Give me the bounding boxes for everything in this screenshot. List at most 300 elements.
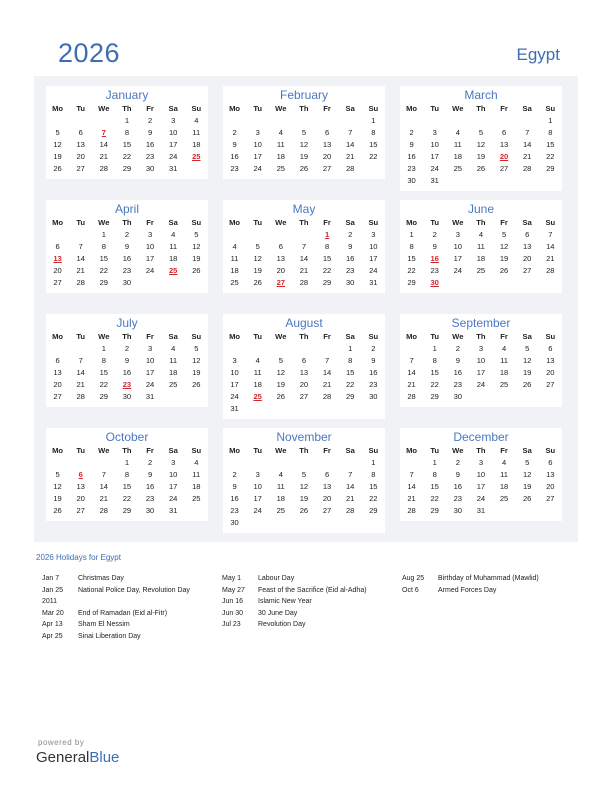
week-row — [46, 469, 208, 481]
day-cell: 7 — [525, 128, 530, 137]
week-row — [46, 127, 208, 139]
day-cell: 25 — [276, 506, 286, 515]
week-row — [400, 469, 562, 481]
day-cell: 10 — [476, 356, 486, 365]
day-cell: 31 — [145, 392, 155, 401]
day-cell: 28 — [546, 266, 555, 275]
day-cell: 5 — [525, 458, 530, 467]
week-row — [46, 139, 208, 151]
day-cell: 5 — [478, 128, 484, 137]
day-cell: 10 — [369, 242, 378, 251]
day-cell: 15 — [546, 140, 555, 149]
day-cell: 21 — [76, 266, 85, 275]
day-cell: 18 — [253, 380, 262, 389]
month-title: August — [285, 316, 323, 330]
day-cell: 22 — [546, 152, 555, 161]
day-cell: 30 — [230, 518, 239, 527]
day-cell: 22 — [99, 266, 109, 275]
month-may — [223, 200, 385, 293]
day-cell: 26 — [192, 380, 201, 389]
day-cell: 24 — [168, 494, 178, 503]
day-cell: 13 — [322, 482, 332, 491]
day-cell: 13 — [546, 470, 555, 479]
week-row — [223, 241, 385, 253]
day-cell: 1 — [101, 344, 106, 353]
empty-cell — [223, 343, 246, 355]
day-cell: 17 — [145, 254, 155, 263]
day-cell: 2 — [455, 458, 460, 467]
day-cell: 11 — [230, 254, 239, 263]
day-cell: 2 — [124, 230, 130, 239]
week-row — [46, 253, 208, 265]
day-cell: 26 — [299, 506, 309, 515]
day-cell: 6 — [301, 356, 307, 365]
weekday-label: Th — [299, 332, 309, 341]
day-cell: 12 — [499, 242, 509, 251]
empty-cell — [162, 277, 185, 289]
day-cell: 22 — [369, 494, 378, 503]
day-cell: 23 — [230, 506, 239, 515]
empty-cell — [69, 115, 92, 127]
week-row — [223, 505, 385, 517]
week-row — [400, 151, 562, 163]
day-cell: 30 — [407, 176, 416, 185]
empty-cell — [92, 115, 115, 127]
weekday-label: Sa — [345, 104, 355, 113]
day-cell: 17 — [168, 140, 178, 149]
empty-cell — [339, 457, 362, 469]
week-row — [400, 139, 562, 151]
holiday-item — [42, 596, 190, 608]
weekday-label: Sa — [522, 446, 532, 455]
day-cell: 19 — [276, 380, 286, 389]
day-cell: 27 — [322, 506, 332, 515]
day-cell: 7 — [348, 128, 353, 137]
day-cell: 14 — [299, 254, 309, 263]
holiday-item — [222, 585, 367, 597]
country-title: Egypt — [516, 45, 560, 64]
day-cell: 31 — [476, 506, 486, 515]
weekday-label: Fr — [146, 332, 154, 341]
week-row — [46, 115, 208, 127]
weekday-label: Sa — [522, 332, 532, 341]
day-cell: 19 — [53, 152, 62, 161]
week-row — [400, 163, 562, 175]
day-cell: 5 — [255, 242, 260, 251]
day-cell: 4 — [501, 344, 507, 353]
weekday-label: Fr — [500, 446, 508, 455]
weekday-label: Fr — [146, 446, 154, 455]
day-cell: 16 — [122, 368, 132, 377]
weekday-label: Th — [476, 446, 486, 455]
day-cell: 15 — [407, 254, 416, 263]
day-cell: 10 — [253, 140, 262, 149]
day-cell: 10 — [145, 356, 155, 365]
weekday-label: Mo — [229, 218, 241, 227]
weekday-label: Su — [545, 332, 556, 341]
holiday-date: Mar 20 — [42, 609, 64, 617]
day-cell: 23 — [345, 266, 355, 275]
weekday-label: Mo — [229, 332, 241, 341]
day-cell: 18 — [476, 254, 486, 263]
week-row — [223, 355, 385, 367]
day-cell: 26 — [192, 266, 201, 275]
empty-cell — [423, 115, 446, 127]
holiday-name: Birthday of Muhammad (Mawlid) — [438, 575, 539, 582]
day-cell: 23 — [122, 266, 132, 275]
day-cell: 24 — [145, 380, 155, 389]
month-january — [46, 86, 208, 179]
day-cell: 8 — [409, 242, 414, 251]
holiday-item — [42, 573, 190, 585]
empty-cell — [539, 277, 562, 289]
day-cell: 12 — [53, 140, 62, 149]
day-cell: 22 — [322, 266, 332, 275]
day-cell: 29 — [99, 392, 109, 401]
day-cell: 31 — [230, 404, 239, 413]
week-row — [400, 253, 562, 265]
day-cell: 12 — [522, 470, 532, 479]
empty-cell — [516, 505, 539, 517]
week-row — [400, 379, 562, 391]
day-cell: 22 — [430, 380, 439, 389]
holiday-name: Labour Day — [258, 575, 295, 582]
day-cell: 15 — [99, 254, 109, 263]
holiday-name: National Police Day, Revolution Day — [78, 586, 190, 594]
day-cell: 24 — [476, 494, 486, 503]
empty-cell — [292, 403, 315, 415]
holiday-name: Revolution Day — [258, 621, 306, 628]
day-cell: 17 — [476, 368, 486, 377]
day-cell: 18 — [276, 494, 286, 503]
weekday-label: Mo — [229, 104, 241, 113]
day-cell: 26 — [253, 278, 262, 287]
day-cell: 11 — [276, 482, 285, 491]
day-cell: 13 — [546, 356, 555, 365]
holiday-name: Christmas Day — [78, 575, 124, 582]
day-cell: 17 — [453, 254, 463, 263]
day-cell: 22 — [99, 380, 109, 389]
day-cell: 20 — [76, 152, 85, 161]
day-cell: 11 — [192, 128, 201, 137]
day-cell: 23 — [453, 380, 463, 389]
week-row — [46, 493, 208, 505]
day-cell: 28 — [407, 392, 416, 401]
holiday-name: Islamic New Year — [258, 598, 312, 605]
week-row — [400, 115, 562, 127]
day-cell: 17 — [476, 482, 486, 491]
powered-by-text: powered by — [38, 738, 85, 747]
day-cell: 23 — [145, 152, 155, 161]
day-cell: 20 — [322, 494, 332, 503]
day-cell: 3 — [478, 458, 484, 467]
day-cell: 14 — [99, 482, 109, 491]
empty-cell — [446, 115, 469, 127]
day-cell: 29 — [322, 278, 332, 287]
weekday-label: Sa — [168, 446, 178, 455]
day-cell: 21 — [99, 152, 109, 161]
day-cell: 20 — [546, 368, 555, 377]
day-cell: 11 — [192, 470, 201, 479]
day-cell: 19 — [53, 494, 62, 503]
day-cell: 23 — [453, 494, 463, 503]
empty-cell — [246, 403, 269, 415]
day-cell: 19 — [522, 368, 532, 377]
weekday-label: Su — [368, 332, 379, 341]
day-cell: 2 — [432, 230, 437, 239]
day-cell: 15 — [322, 254, 332, 263]
empty-cell — [46, 115, 69, 127]
day-cell: 8 — [371, 128, 376, 137]
day-cell: 27 — [546, 380, 555, 389]
day-cell: 5 — [301, 470, 307, 479]
day-cell: 14 — [76, 254, 85, 263]
holiday-item — [42, 585, 190, 597]
empty-cell — [185, 505, 208, 517]
day-cell: 24 — [145, 266, 155, 275]
day-cell: 2 — [232, 470, 237, 479]
day-cell: 25 — [499, 380, 509, 389]
day-cell: 15 — [430, 482, 439, 491]
day-cell: 23 — [145, 494, 155, 503]
week-row — [223, 265, 385, 277]
day-cell: 9 — [371, 356, 376, 365]
day-cell: 1 — [548, 116, 553, 125]
day-cell: 27 — [53, 392, 62, 401]
day-cell: 1 — [348, 344, 353, 353]
month-title: April — [114, 202, 139, 216]
holiday-day-cell: 30 — [430, 278, 439, 287]
empty-cell — [316, 517, 339, 529]
day-cell: 12 — [192, 242, 201, 251]
day-cell: 27 — [76, 164, 85, 173]
day-cell: 25 — [499, 494, 509, 503]
day-cell: 4 — [278, 470, 283, 479]
weekday-header — [223, 103, 385, 115]
weekday-label: Th — [476, 218, 486, 227]
day-cell: 5 — [301, 128, 307, 137]
weekday-label: Sa — [522, 218, 532, 227]
day-cell: 15 — [122, 140, 132, 149]
day-cell: 19 — [522, 482, 532, 491]
day-cell: 30 — [453, 506, 463, 515]
holiday-date: Jan 7 — [42, 575, 60, 582]
holiday-date: Apr 25 — [42, 632, 63, 640]
day-cell: 17 — [369, 254, 378, 263]
weekday-header — [223, 331, 385, 343]
day-cell: 19 — [299, 494, 309, 503]
empty-cell — [185, 163, 208, 175]
day-cell: 12 — [192, 356, 201, 365]
weekday-header — [46, 103, 208, 115]
day-cell: 1 — [124, 458, 130, 467]
week-row — [46, 481, 208, 493]
day-cell: 2 — [232, 128, 237, 137]
day-cell: 5 — [55, 470, 60, 479]
empty-cell — [269, 115, 292, 127]
day-cell: 21 — [522, 152, 532, 161]
weekday-header — [223, 445, 385, 457]
week-row — [223, 343, 385, 355]
weekday-label: We — [275, 104, 287, 113]
empty-cell — [46, 229, 69, 241]
month-november — [223, 428, 385, 533]
day-cell: 16 — [145, 482, 155, 491]
day-cell: 9 — [232, 482, 237, 491]
day-cell: 18 — [192, 482, 201, 491]
day-cell: 21 — [99, 494, 109, 503]
day-cell: 9 — [232, 140, 237, 149]
holiday-item — [402, 573, 539, 585]
day-cell: 8 — [432, 356, 437, 365]
day-cell: 16 — [407, 152, 416, 161]
day-cell: 10 — [453, 242, 463, 251]
week-row — [46, 505, 208, 517]
day-cell: 14 — [99, 140, 109, 149]
day-cell: 22 — [122, 494, 132, 503]
day-cell: 12 — [53, 482, 62, 491]
day-cell: 24 — [453, 266, 463, 275]
day-cell: 21 — [407, 380, 416, 389]
day-cell: 23 — [430, 266, 439, 275]
holiday-day-cell: 25 — [168, 266, 178, 275]
empty-cell — [539, 391, 562, 403]
day-cell: 4 — [171, 344, 176, 353]
day-cell: 31 — [430, 176, 439, 185]
week-row — [223, 253, 385, 265]
day-cell: 18 — [168, 368, 178, 377]
day-cell: 2 — [124, 344, 130, 353]
day-cell: 6 — [278, 242, 283, 251]
holiday-date: Jul 23 — [222, 621, 241, 628]
weekday-label: Fr — [323, 446, 331, 455]
month-title: March — [464, 88, 498, 102]
holidays-heading: 2026 Holidays for Egypt — [36, 553, 121, 562]
day-cell: 4 — [278, 128, 283, 137]
day-cell: 1 — [101, 230, 106, 239]
day-cell: 16 — [453, 368, 463, 377]
week-row — [400, 241, 562, 253]
weekday-label: Fr — [500, 332, 508, 341]
weekday-label: Sa — [345, 218, 355, 227]
day-cell: 16 — [453, 482, 463, 491]
empty-cell — [269, 457, 292, 469]
week-row — [400, 277, 562, 289]
week-row — [223, 367, 385, 379]
day-cell: 6 — [55, 242, 60, 251]
day-cell: 24 — [230, 392, 239, 401]
day-cell: 4 — [194, 458, 199, 467]
weekday-label: Fr — [500, 218, 508, 227]
empty-cell — [469, 175, 492, 187]
weekday-header — [223, 217, 385, 229]
weekday-label: Mo — [52, 218, 64, 227]
empty-cell — [516, 175, 539, 187]
weekday-label: Mo — [229, 446, 241, 455]
week-row — [223, 379, 385, 391]
holiday-day-cell: 7 — [101, 128, 106, 137]
holiday-item — [42, 619, 190, 631]
day-cell: 9 — [455, 356, 460, 365]
empty-cell — [493, 115, 516, 127]
day-cell: 3 — [255, 128, 260, 137]
empty-cell — [493, 175, 516, 187]
day-cell: 20 — [299, 380, 309, 389]
empty-cell — [339, 403, 362, 415]
empty-cell — [223, 457, 246, 469]
day-cell: 1 — [409, 230, 414, 239]
weekday-label: Th — [299, 218, 309, 227]
week-row — [46, 151, 208, 163]
empty-cell — [400, 457, 423, 469]
day-cell: 6 — [78, 128, 83, 137]
holiday-item — [402, 585, 539, 597]
day-cell: 6 — [324, 128, 330, 137]
week-row — [223, 403, 385, 415]
empty-cell — [493, 505, 516, 517]
day-cell: 19 — [499, 254, 509, 263]
day-cell: 4 — [232, 242, 237, 251]
holiday-date: Jan 25 — [42, 586, 64, 594]
day-cell: 7 — [78, 356, 83, 365]
day-cell: 7 — [348, 470, 353, 479]
day-cell: 11 — [276, 140, 285, 149]
weekday-label: Su — [191, 104, 202, 113]
day-cell: 17 — [168, 482, 178, 491]
day-cell: 24 — [253, 164, 262, 173]
weekday-label: Fr — [323, 104, 331, 113]
empty-cell — [69, 229, 92, 241]
empty-cell — [139, 277, 162, 289]
day-cell: 16 — [145, 140, 155, 149]
day-cell: 7 — [548, 230, 553, 239]
day-cell: 16 — [345, 254, 355, 263]
day-cell: 3 — [432, 128, 437, 137]
holiday-day-cell: 25 — [192, 152, 201, 161]
holiday-date: Jun 30 — [222, 609, 244, 617]
day-cell: 18 — [499, 482, 509, 491]
week-row — [400, 367, 562, 379]
weekday-label: Sa — [168, 218, 178, 227]
day-cell: 1 — [432, 458, 437, 467]
day-cell: 4 — [194, 116, 199, 125]
day-cell: 24 — [253, 506, 262, 515]
day-cell: 14 — [345, 140, 355, 149]
day-cell: 3 — [171, 458, 176, 467]
day-cell: 10 — [168, 470, 178, 479]
holiday-date: May 1 — [222, 575, 242, 582]
empty-cell — [46, 343, 69, 355]
day-cell: 9 — [432, 242, 437, 251]
day-cell: 13 — [499, 140, 509, 149]
day-cell: 8 — [124, 470, 130, 479]
day-cell: 27 — [299, 392, 309, 401]
weekday-label: Tu — [76, 104, 86, 113]
holiday-date: Jun 16 — [222, 598, 244, 605]
holiday-name: Sinai Liberation Day — [78, 632, 141, 640]
day-cell: 8 — [348, 356, 353, 365]
day-cell: 21 — [299, 266, 309, 275]
weekday-label: Tu — [253, 218, 263, 227]
day-cell: 21 — [345, 152, 355, 161]
empty-cell — [292, 517, 315, 529]
month-title: September — [451, 316, 511, 330]
day-cell: 13 — [53, 368, 62, 377]
empty-cell — [269, 343, 292, 355]
day-cell: 10 — [145, 242, 155, 251]
day-cell: 14 — [322, 368, 332, 377]
day-cell: 19 — [476, 152, 486, 161]
